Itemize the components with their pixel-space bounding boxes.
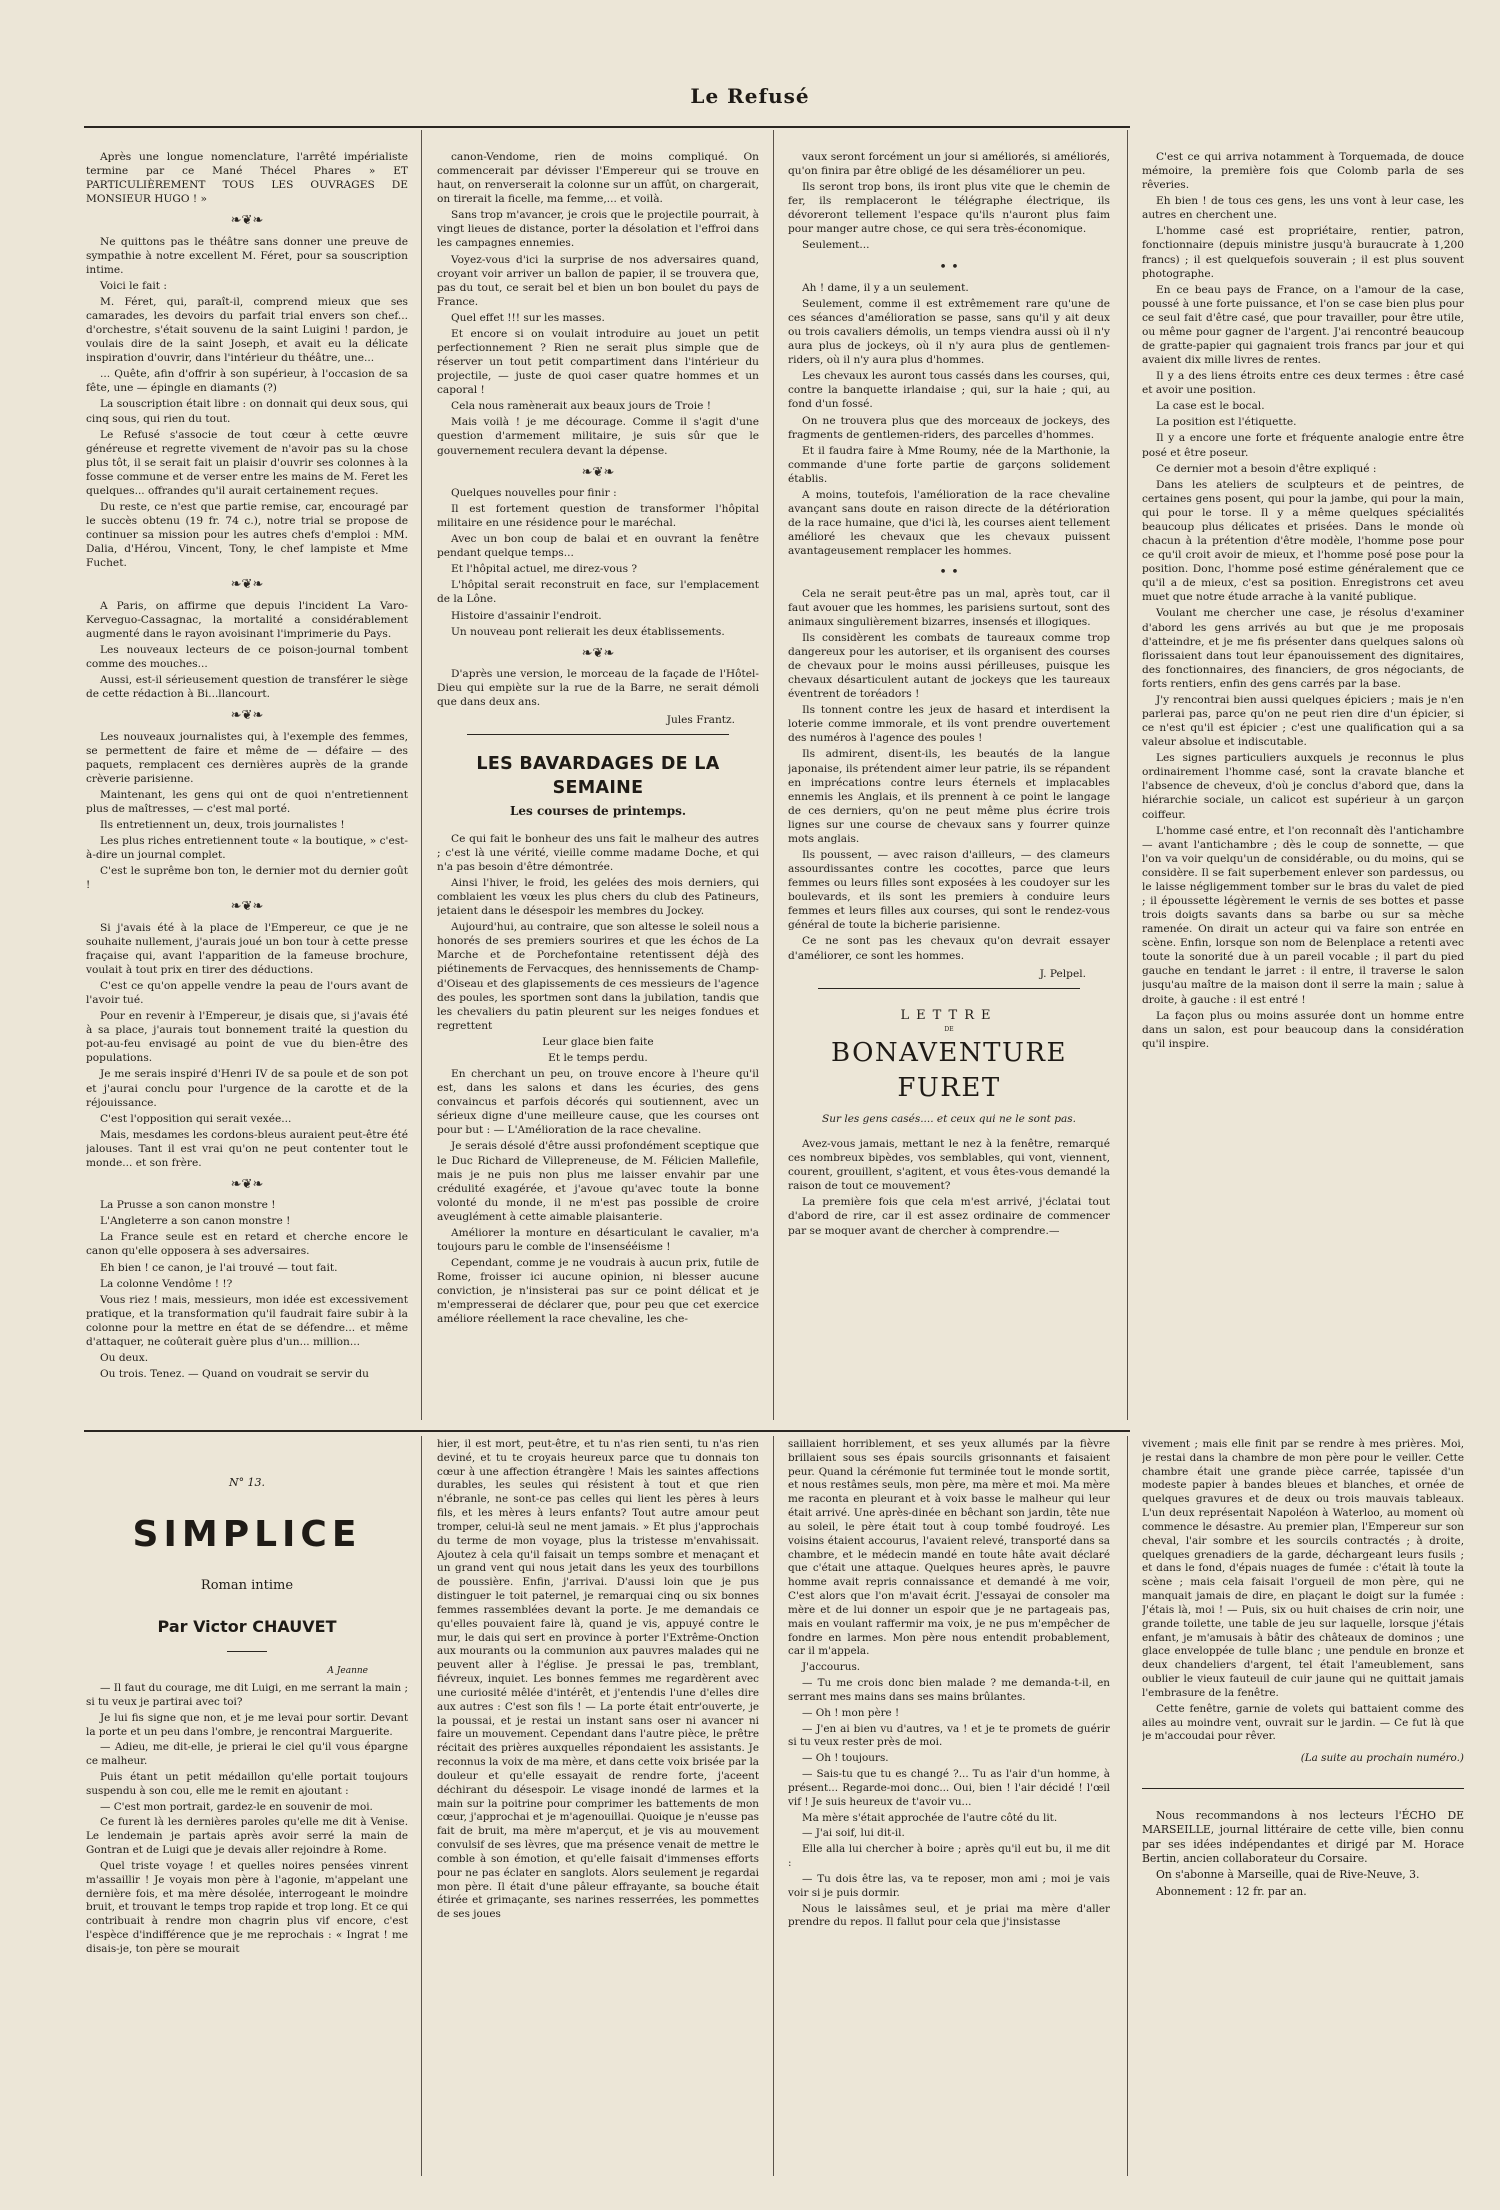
paragraph: La souscription était libre : on donnait qui deux sous, qui cinq sous, qui rien du tout. — [86, 398, 408, 425]
paragraph: Abonnement : 12 fr. par an. — [1156, 1884, 1307, 1898]
paragraph: Quel triste voyage ! et quelles noires pensées vinrent m'assaillir ! Je voyais mon père à l'agonie, m'appelant une dernière fois, et ma mère désolée, interrogeant le moindre bruit, et trouvant le temps trop rapide et trop long. Et ce qui contribuait à rendre mon chagrin plus vif encore, c'est l'espèce d'indifférence que je me reprochais : « Ingrat ! me disais-je, ton père se mourait — [86, 1859, 408, 1955]
letter-title: BONAVENTURE FURET — [831, 1037, 1067, 1103]
feuilleton-column-3 — [788, 1438, 1110, 2178]
paragraph: — C'est mon portrait, gardez-le en souvenir de moi. — [100, 1800, 373, 1813]
paragraph: J'y rencontrai bien aussi quelques épiciers ; mais je n'en parlerai pas, parce qu'on ne peut rien dire d'un épicier, si ce n'est qu'il est épicier ; c'est une qualification qui a sa valeur absolue et indiscutable. — [1142, 693, 1464, 749]
paragraph: Puis étant un petit médaillon qu'elle portait toujours suspendu à son cou, elle me le remit en ajoutant : — [86, 1770, 408, 1797]
section-subheading: Les courses de printemps. — [509, 803, 687, 818]
paragraph: — J'en ai bien vu d'autres, va ! et je te promets de guérir si tu veux rester près de moi. — [788, 1722, 1110, 1749]
paragraph: D'après une version, le morceau de la façade de l'Hôtel-Dieu qui empiète sur la rue de la Barre, ne serait démoli que dans deux ans. — [437, 667, 759, 709]
paragraph: Ne quittons pas le théâtre sans donner une preuve de sympathie à notre excellent M. Féret, pour sa souscription intime. — [86, 235, 408, 276]
paragraph: L'homme casé entre, et l'on reconnaît dès l'antichambre — avant l'antichambre ; dès le coup de sonnette, — que l'on va voir quelqu'un de considérable, ou du moins, qui se considère. Il se fait superbement enlever son pardessus, ou le laisse négligemment tomber sur le bras du valet de pied ; il époussette légèrement le vernis de ses bottes et passe trois doigts savants dans sa barbe ou sur sa mèche ramenée. On dirait un acteur qui va faire son entrée en scène. Enfin, lorsque son nom de Belenplace a retenti avec toute la sonorité due à un pareil vocable ; il part du pied gauche en tendant le jarret : il entre, il traverse le salon jusqu'au maître de la maison dont il serre la main ; salue à droite, à gauche : il est entré ! — [1142, 824, 1464, 1006]
paragraph: Cela nous ramènerait aux beaux jours de Troie ! — [451, 400, 712, 413]
paragraph: Le Refusé s'associe de tout cœur à cette œuvre généreuse et regrette vivement de n'avoir pas su la chose plus tôt, il se serait fait un plaisir d'ouvrir ses colonnes à la fosse commune et de verser entre les mains de M. Feret les quelques... offrandes qu'il aurait certainement reçues. — [86, 428, 408, 497]
paragraph: Ils poussent, — avec raison d'ailleurs, — des clameurs assourdissantes contre les cocottes, parce que leurs femmes ou leurs filles sont exposées à les coudoyer sur les boulevards, et ils sont les premiers à conduire leurs femmes et leurs filles aux courses, qui sont le rendez-vous général de toute la bicherie parisienne. — [788, 849, 1110, 932]
paragraph: Après une longue nomenclature, l'arrêté impérialiste termine par ce Mané Thécel Phares » ET PARTICULIÈREMENT TOUS LES OUVRAGES DE MONSIEUR HUGO ! » — [86, 151, 408, 206]
dedication: A Jeanne — [327, 1666, 368, 1677]
paragraph: Seulement... — [802, 239, 870, 252]
paragraph: Un nouveau pont relierait les deux établissements. — [451, 625, 725, 638]
paragraph: Ce furent là les dernières paroles qu'elle me dit à Venise. Le lendemain je partais après avoir serré la main de Gontran et de Luigi que je devais aller rejoindre à Rome. — [86, 1816, 408, 1857]
paragraph: On s'abonne à Marseille, quai de Rive-Neuve, 3. — [1156, 1868, 1420, 1882]
continuation-note: (La suite au prochain numéro.) — [1300, 1752, 1464, 1765]
paragraph: Maintenant, les gens qui ont de quoi n'entretiennent plus de maîtresses, — c'est mal porté. — [86, 788, 408, 815]
ornament-icon: ❧❦❧ — [230, 708, 264, 724]
section-rule — [818, 988, 1080, 989]
paragraph: Ou deux. — [100, 1352, 149, 1365]
letter-heading: LETTRE — [900, 1007, 998, 1023]
paragraph: — Oh ! toujours. — [802, 1752, 889, 1765]
paragraph: Eh bien ! ce canon, je l'ai trouvé — tout fait. — [100, 1261, 338, 1274]
paragraph: Ils admirent, disent-ils, les beautés de la langue japonaise, ils prétendent aimer leur patrie, ils se répandent en imprécations contre leurs éternels et implacables ennemis les Anglais, et ils prennent à ce point le langage de ces derniers, qu'on ne peut même plus écrire trois lignes sur une course de chevaux sans y fourrer quinze mots anglais. — [788, 748, 1110, 845]
paragraph: Et encore si on voulait introduire au jouet un petit perfectionnement ? Rien ne serait plus simple que de réserver un tout petit compartiment dans l'intérieur du projectile, — juste de quoi caser quatre hommes et un caporal ! — [437, 327, 759, 397]
paragraph: Nous recommandons à nos lecteurs l'ÉCHO DE MARSEILLE, journal littéraire de cette ville, bien connu par ses idées indépendantes et dirigé par M. Horace Bertin, ancien collaborateur du Corsaire. — [1142, 1809, 1464, 1866]
feuilleton-rule — [84, 1430, 1130, 1432]
paragraph: Mais, mesdames les cordons-bleus auraient peut-être été jalouses. Tant il est vrai qu'on ne peut contenter tout le monde... et son frère. — [86, 1128, 408, 1169]
paragraph: Avez-vous jamais, mettant le nez à la fenêtre, remarqué ces nombreux bipèdes, vos semblables, qui vont, viennent, courent, grouillent, s'agitent, et vous êtes-vous demandé la raison de tout ce mouvement? — [788, 1138, 1110, 1193]
verse-line: Leur glace bien faite — [542, 1035, 654, 1048]
paragraph: Histoire d'assainir l'endroit. — [451, 609, 602, 622]
ornament-icon: • • — [939, 565, 959, 581]
paragraph: Je serais désolé d'être aussi profondément sceptique que le Duc Richard de Villepreneuse, de M. Félicien Mallefile, mais je ne puis non plus me laisser envahir par une crédulité exagérée, et j'avoue qu'avec toute la bonne volonté du monde, il ne m'est pas possible de croire aveuglément à cette aimable plaisanterie. — [437, 1140, 759, 1223]
paragraph: Voulant me chercher une case, je résolus d'examiner d'abord les gens arrivés au but que je me proposais d'atteindre, et je me fis présenter dans quelques salons où florissaient dans tout leur épanouissement des dignitaires, des fonctionnaires, des financiers, de gros négociants, de forts rentiers, enfin des gens carrés par la base. — [1142, 607, 1464, 690]
paragraph: hier, il est mort, peut-être, et tu n'as rien senti, tu n'as rien deviné, et tu te croyais heureux parce que tu donnais ton cœur à une affection étrangère ! Mais les saintes affections durables, les seules qui résistent à tout et que rien n'ébranle, ne sont-ce pas celles qui lient les pères à leurs fils, et les mères à leurs enfants? Tout autre amour peut tromper, celui-là seul ne ment jamais. » Et plus j'approchais du terme de mon voyage, plus la tristesse m'envahissait. Ajoutez à cela qu'il faisait un temps sombre et menaçant et un grand vent qui nous jetait dans les yeux des tourbillons de poussière. Enfin, j'arrivai. D'aussi loin que je pus distinguer le toit paternel, je remarquai cinq ou six bonnes femmes rassemblées devant la porte. Je me demandais ce qu'elles pouvaient faire là, quand je vis, appuyé contre le mur, le dais qui sert en province à porter l'Extrême-Onction aux mourants ou la communion aux pauvres malades qui ne peuvent aller à l'église. Je pressai le pas, tremblant, fiévreux, inquiet. Les bonnes femmes me regardèrent avec une curiosité mêlée d'intérêt, et j'entendis l'une d'elles dire aux autres : C'est son fils ! — La porte était entr'ouverte, je la poussai, et je restai un instant sans oser ni avancer ni faire un mouvement. Cependant dans l'autre pièce, le prêtre récitait des prières auxquelles répondaient les assistants. Je reconnus la voix de ma mère, et dans cette voix brisée par la douleur et qu'elle essayait de rendre forte, j'aceent déchirant du désespoir. Le visage inondé de larmes et la main sur la poitrine pour comprimer les battements de mon cœur, j'approchai et je m'agenouillai. Quoique je n'eusse pas fait de bruit, ma mère m'aperçut, et je vis au mouvement convulsif de ses lèvres, que ma présence venait de mettre le comble à son émotion, et qu'elle faisait d'immenses efforts pour ne pas éclater en sanglots. Alors seulement je regardai mon père. Il était d'une pâleur effrayante, sa bouche était étirée et grimaçante, ses narines resserrées, les pommettes de ses joues — [437, 1438, 759, 1921]
paragraph: Il est fortement question de transformer l'hôpital militaire en une résidence pour le maréchal. — [437, 503, 759, 530]
paragraph: La France seule est en retard et cherche encore le canon qu'elle opposera à ses adversaires. — [86, 1231, 408, 1258]
paragraph: L'hôpital serait reconstruit en face, sur l'emplacement de la Lône. — [437, 579, 759, 606]
paragraph: Du reste, ce n'est que partie remise, car, encouragé par le succès obtenu (19 fr. 74 c.), notre trial se propose de continuer sa mission pour les autres chefs d'emploi : MM. Dalia, d'Hérou, Vincent, Tony, le chef lampiste et Mme Fuchet. — [86, 501, 408, 570]
feuilleton-column-1 — [86, 1438, 408, 2178]
paragraph: Dans les ateliers de sculpteurs et de peintres, de certaines gens posent, qui pour la jambe, qui pour la main, qui pour le torse. Il y a même quelques spécialités beaucoup plus délicates et prisées. Dans le monde où chacun à la prétention d'être modèle, l'homme pose pour ce qu'il croit avoir de mieux, et l'homme posé pose pour la position. Donc, l'homme posé estime généralement que ce qu'il a de mieux, c'est sa position. Enregistrons cet aveu muet que notre étude arrache à la vanité publique. — [1142, 478, 1464, 604]
paragraph: Ce qui fait le bonheur des uns fait le malheur des autres ; c'est là une vérité, vieille comme madame Doche, et qui n'a pas besoin d'être démontrée. — [437, 832, 759, 873]
paragraph: La colonne Vendôme ! !? — [100, 1277, 233, 1290]
paragraph: Si j'avais été à la place de l'Empereur, ce que je ne souhaite nullement, j'aurais joué un bon tour à cette presse fraçaise qui, avant l'apparition de la fameuse brochure, voulait à tout prix en tirer des déductions. — [86, 921, 408, 976]
paragraph: Cela ne serait peut-être pas un mal, après tout, car il faut avouer que les hommes, les parisiens surtout, sont des animaux singulièrement bizarres, insensés et illogiques. — [788, 587, 1110, 628]
paragraph: vivement ; mais elle finit par se rendre à mes prières. Moi, je restai dans la chambre de mon père pour le veiller. Cette chambre était une grande pièce carrée, tapissée d'un modeste papier à bandes bleues et blanches, et ornée de quelques gravures et de deux ou trois mauvais tableaux. L'un deux représentait Napoléon à Waterloo, au moment où commence le désastre. Au premier plan, l'Empereur sur son cheval, l'air sombre et les sourcils contractés ; à droite, quelques grenadiers de la garde, déchargeant leurs fusils ; et dans le fond, d'épais nuages de fumée : c'était là toute la scène ; mais cela faisait l'orgueil de mon père, qui ne manquait jamais de dire, en plaçant le doigt sur la fumée : J'étais là, moi ! — Puis, six ou huit chaises de crin noir, une grande toilette, une table de jeu sur laquelle, lorsque j'étais enfant, je m'amusais à bâtir des châteaux de dominos ; une glace enveloppée de tulle blanc ; une pendule en bronze et deux chandeliers d'argent, tel était l'ameublement, sans oublier le vieux fauteuil de cuir jaune qui ne quittait jamais l'embrasure de la fenêtre. — [1142, 1438, 1464, 1699]
paragraph: Seulement, comme il est extrêmement rare qu'une de ces séances d'amélioration se passe, sans qu'il y ait deux ou trois cavaliers démolis, un temps viendra aussi où il n'y aura plus de jockeys, où il n'y aura plus de gentlemen-riders, où il n'y aura plus d'hommes. — [788, 297, 1110, 367]
paragraph: vaux seront forcément un jour si améliorés, si améliorés, qu'on finira par être obligé de les désaméliorer un peu. — [788, 151, 1110, 178]
notice-box — [1142, 1809, 1464, 1899]
paragraph: canon-Vendome, rien de moins compliqué. On commencerait par dévisser l'Empereur qui se trouve en haut, on renverserait la colonne sur un affût, on chargerait, on tirerait la ficelle, ma femme,... et voilà. — [437, 151, 759, 206]
ornament-icon: ❧❦❧ — [230, 577, 264, 593]
novel-author: Par Victor CHAUVET — [157, 1616, 337, 1636]
paragraph: La case est le bocal. — [1156, 400, 1265, 413]
paragraph: Et il faudra faire à Mme Roumy, née de la Marthonie, la commande d'une forte partie de garçons solidement établis. — [788, 444, 1110, 485]
column-divider — [1127, 130, 1128, 1420]
paragraph: Les chevaux les auront tous cassés dans les courses, qui, contre la banquette irlandaise ; qui, sur la haie ; qui, au fond d'un fossé. — [788, 370, 1110, 411]
paragraph: En cherchant un peu, on trouve encore à l'heure qu'il est, dans les salons et dans les écuries, des gens convaincus et parfois décorés qui soutiennent, avec un sérieux digne d'une meilleure cause, que les courses ont pour but : — L'Amélioration de la race chevaline. — [437, 1068, 759, 1137]
section-heading: LES BAVARDAGES DE LA SEMAINE — [476, 754, 720, 798]
paragraph: Pour en revenir à l'Empereur, je disais que, si j'avais été à sa place, j'aurais tout bonnement traité la question du pot-au-feu envisagé au point de vue du bien-être des populations. — [86, 1010, 408, 1065]
paragraph: Ils tonnent contre les jeux de hasard et interdisent la loterie comme immorale, et ils vont prendre ouvertement des numéros à l'agence des poules ! — [788, 704, 1110, 745]
ornament-icon: ❧❦❧ — [581, 645, 615, 661]
novel-title: SIMPLICE — [132, 1513, 362, 1555]
paragraph: Elle alla lui chercher à boire ; après qu'il eut bu, il me dit : — [788, 1843, 1110, 1870]
paragraph: — Adieu, me dit-elle, je prierai le ciel qu'il vous épargne ce malheur. — [86, 1741, 408, 1768]
paragraph: Cette fenêtre, garnie de volets qui battaient comme des ailes au moindre vent, ouvrait sur le jardin. — Ce fut là que je m'accoudai pour rêver. — [1142, 1702, 1464, 1743]
paragraph: Les signes particuliers auxquels je reconnus le plus ordinairement l'homme casé, sont la cravate blanche et l'absence de cheveux, d'où je conclus d'abord que, dans la hiérarchie sociale, un calicot est supérieur à un garçon coiffeur. — [1142, 752, 1464, 821]
paragraph: C'est l'opposition qui serait vexée... — [100, 1112, 292, 1125]
ornament-icon: ❧❦❧ — [230, 899, 264, 915]
paragraph: Et l'hôpital actuel, me direz-vous ? — [451, 563, 638, 576]
novel-subtitle: Roman intime — [200, 1577, 294, 1593]
paragraph: En ce beau pays de France, on a l'amour de la case, poussé à une forte puissance, et l'on se case bien plus pour ce seul fait d'être casé, que pour travailler, pour être utile, ou même pour gagner de l'argent. J'ai rencontré beaucoup de gratte-papier qui gagnaient trois francs par jour et qui avaient dix mille livres de rentes. — [1142, 283, 1464, 367]
issue-number: N° 13. — [228, 1476, 266, 1489]
paragraph: C'est ce qu'on appelle vendre la peau de l'ours avant de l'avoir tué. — [86, 979, 408, 1007]
paragraph: — Tu me crois donc bien malade ? me demanda-t-il, en serrant mes mains dans ses mains brûlantes. — [788, 1677, 1110, 1703]
paragraph: ... Quête, afin d'offrir à son supérieur, à l'occasion de sa fête, une — épingle en diamants (?) — [86, 368, 408, 395]
column-4 — [1142, 150, 1464, 1412]
paragraph: L'homme casé est propriétaire, rentier, patron, fonctionnaire (depuis ministre jusqu'à buraucrate à 1,200 francs) ; il est quelquefois souverain ; il est plus souvent photographe. — [1142, 225, 1464, 280]
column-divider — [773, 130, 774, 1420]
paragraph: Ce dernier mot a besoin d'être expliqué : — [1156, 462, 1377, 475]
paragraph: saillaient horriblement, et ses yeux allumés par la fièvre brillaient sous ses épais sourcils grisonnants et faisaient peur. Quand la cérémonie fut terminée tout le monde sortit, et nous restâmes seuls, mon père, ma mère et moi. Ma mère me raconta en pleurant et à voix basse le malheur qui leur était arrivé. Une après-dinée en bêchant son jardin, tête nue au soleil, le père était tout à coup tombé foudroyé. Les voisins étaient accourus, l'avaient relevé, transporté dans sa chambre, et le médecin mandé en toute hâte avait déclaré que c'était une attaque. Quelques heures après, le pauvre homme avait repris connaissance et demandé à me voir, C'est alors que l'on m'avait écrit. J'essayai de consoler ma mère et de lui donner un espoir que je ne partageais pas, mais en voulant raffermir ma voix, je ne pus m'empêcher de fondre en larmes. Mon père nous entendit probablement, car il m'appela. — [788, 1438, 1110, 1658]
paragraph: Ils considèrent les combats de taureaux comme trop dangereux pour les autoriser, et ils organisent des courses de chevaux pour le moins aussi périlleuses, puisque les chevaux désarticulent autant de jockeys que les taureaux éventrent de toréadors ! — [788, 631, 1110, 701]
paragraph: Il y a encore une forte et fréquente analogie entre être posé et être poseur. — [1142, 432, 1464, 459]
paragraph: Nous le laissâmes seul, et je priai ma mère d'aller prendre du repos. Il fallut pour cela que j'insistasse — [788, 1902, 1110, 1929]
paragraph: Il y a des liens étroits entre ces deux termes : être casé et avoir une position. — [1142, 370, 1464, 397]
paragraph: La position est l'étiquette. — [1156, 416, 1297, 429]
paragraph: La façon plus ou moins assurée dont un homme entre dans un salon, est pour beaucoup dans la considération qu'il inspire. — [1142, 1009, 1464, 1050]
paragraph: Ce ne sont pas les chevaux qu'on devrait essayer d'améliorer, ce sont les hommes. — [788, 935, 1110, 962]
paragraph: — J'ai soif, lui dit-il. — [802, 1827, 905, 1840]
column-divider — [773, 1436, 774, 2176]
paragraph: Je lui fis signe que non, et je me levai pour sortir. Devant la porte et un peu dans l'ombre, je rencontrai Marguerite. — [86, 1711, 408, 1738]
paragraph: La première fois que cela m'est arrivé, j'éclatai tout d'abord de rire, car il est assez ordinaire de commencer par se moquer avant de chercher à comprendre.— — [788, 1196, 1110, 1237]
paragraph: Avec un bon coup de balai et en ouvrant la fenêtre pendant quelque temps... — [437, 533, 759, 560]
ornament-icon: ❧❦❧ — [581, 464, 615, 480]
paragraph: Aussi, est-il sérieusement question de transférer le siège de cette rédaction à Bi...llancourt. — [86, 674, 408, 701]
paragraph: Ils entretiennent un, deux, trois journalistes ! — [100, 818, 345, 831]
column-divider — [421, 1436, 422, 2176]
paragraph: Sans trop m'avancer, je crois que le projectile pourrait, à vingt lieues de distance, porter la désolation et l'effroi dans les campagnes ennemies. — [437, 209, 759, 250]
paragraph: C'est ce qui arriva notamment à Torquemada, de douce mémoire, la première fois que Colomb parla de ses rêveries. — [1142, 151, 1464, 192]
masthead-title: Le Refusé — [690, 84, 810, 108]
paragraph: A Paris, on affirme que depuis l'incident La Varo-Kerveguo-Cassagnac, la mortalité a considérablement augmenté dans le rayon avoisinant l'imprimerie du Pays. — [86, 599, 408, 640]
paragraph: J'accourus. — [802, 1661, 861, 1674]
paragraph: Les plus riches entretiennent toute « la boutique, » c'est-à-dire un journal complet. — [86, 835, 408, 862]
signature: Jules Frantz. — [666, 714, 735, 727]
paragraph: Ou trois. Tenez. — Quand on voudrait se servir du — [100, 1368, 369, 1381]
small-rule — [227, 1651, 267, 1652]
paragraph: Ils seront trop bons, ils iront plus vite que le chemin de fer, ils remplaceront le télégraphe électrique, ils dévoreront tellement l'espace qu'ils n'auront plus faim pour manger autre chose, ce qui sera très-économique. — [788, 181, 1110, 236]
paragraph: Ainsi l'hiver, le froid, les gelées des mois derniers, qui comblaient les vœux les plus chers du club des Patineurs, jetaient dans le désespoir les membres du Jockey. — [437, 877, 759, 918]
paragraph: Les nouveaux journalistes qui, à l'exemple des femmes, se permettent de faire et même de — défaire — des paquets, remplacent ces dernières auprès de la grande crèverie parisienne. — [86, 730, 408, 785]
paragraph: Voyez-vous d'ici la surprise de nos adversaires quand, croyant voir arriver un ballon de papier, il se trouvera que, pas du tout, ce serait bel et bien un bon boulet du pays de France. — [437, 253, 759, 308]
paragraph: — Il faut du courage, me dit Luigi, en me serrant la main ; si tu veux je partirai avec toi? — [86, 1682, 408, 1708]
paragraph: La Prusse a son canon monstre ! — [100, 1199, 276, 1212]
section-rule — [467, 734, 729, 735]
column-divider — [1127, 1436, 1128, 2176]
paragraph: Cependant, comme je ne voudrais à aucun prix, futile de Rome, froisser ici aucune opinion, ni blesser aucune conviction, je n'insisterai pas sur ce point délicat et je m'empresserai de déclarer que, pour peu que cet exercice améliore réellement la race chevaline, les che- — [437, 1257, 759, 1326]
paragraph: Améliorer la monture en désarticulant le cavalier, m'a toujours paru le comble de l'insensééisme ! — [437, 1226, 759, 1253]
column-2 — [437, 150, 759, 1412]
feuilleton-column-2 — [437, 1438, 759, 2178]
paragraph: — Oh ! mon père ! — [802, 1706, 900, 1719]
ornament-icon: • • — [939, 259, 959, 275]
paragraph: — Sais-tu que tu es changé ?... Tu as l'air d'un homme, à présent... Regarde-moi donc... Oui, bien ! l'air décidé ! l'œil vif ! Je suis heureux de t'avoir vu... — [788, 1768, 1110, 1808]
paragraph: Vous riez ! mais, messieurs, mon idée est excessivement pratique, et la transformation qu'il faudrait faire subir à la colonne pour la mettre en état de se défendre... et même d'attaquer, ne coûterait guère plus d'un... million... — [86, 1293, 408, 1348]
paragraph: A moins, toutefois, l'amélioration de la race chevaline avançant sans doute en raison directe de la détérioration de la race humaine, que d'ici là, les courses aient tellement amélioré les chevaux que les chevaux puissent avantageusement remplacer les hommes. — [788, 488, 1110, 558]
column-1 — [86, 150, 408, 1412]
paragraph: Les nouveaux lecteurs de ce poison-journal tombent comme des mouches... — [86, 643, 408, 670]
paragraph: M. Féret, qui, paraît-il, comprend mieux que ses camarades, les devoirs du parfait trial envers son chef... d'orchestre, s'était souvenu de la saint Luigini ! pardon, je voulais dire de la saint Joseph, et avait eu la délicate inspiration d'ouvrir, dans l'intérieur du théâtre, une... — [86, 295, 408, 365]
letter-subtitle: Sur les gens casés.... et ceux qui ne le sont pas. — [822, 1113, 1076, 1126]
feuilleton-column-4 — [1142, 1438, 1464, 2178]
paragraph: L'Angleterre a son canon monstre ! — [100, 1215, 291, 1228]
paragraph: Quel effet !!! sur les masses. — [451, 311, 605, 324]
column-divider — [421, 130, 422, 1420]
paragraph: Ma mère s'était approchée de l'autre côté du lit. — [802, 1811, 1058, 1824]
ornament-icon: ❧❦❧ — [230, 1176, 264, 1192]
signature: J. Pelpel. — [1039, 967, 1086, 980]
paragraph: Quelques nouvelles pour finir : — [451, 486, 617, 499]
paragraph: On ne trouvera plus que des morceaux de jockeys, des fragments de gentlemen-riders, des parcelles d'hommes. — [788, 414, 1110, 441]
paragraph: C'est le suprême bon ton, le dernier mot du dernier goût ! — [86, 865, 408, 892]
paragraph: — Tu dois être las, va te reposer, mon ami ; moi je vais voir si je puis dormir. — [788, 1872, 1110, 1899]
paragraph: Ah ! dame, il y a un seulement. — [802, 281, 969, 294]
paragraph: Voici le fait : — [100, 279, 167, 292]
section-rule — [1142, 1788, 1464, 1789]
letter-heading-de: DE — [944, 1025, 954, 1033]
header-rule — [84, 126, 1130, 128]
verse-line: Et le temps perdu. — [548, 1051, 648, 1064]
paragraph: Eh bien ! de tous ces gens, les uns vont à leur case, les autres en cherchent une. — [1142, 195, 1464, 222]
paragraph: Aujourd'hui, au contraire, que son altesse le soleil nous a honorés de ses premiers sourires et que les échos de La Marche et de Porchefontaine retentissent déjà des piétinements de Fervacques, des hennissements de Champ-d'Oiseau et des glapissements de ces messieurs de l'agence des poules, les sportmen sont dans la jubilation, tandis que les chevaliers du patin pleurent sur les neiges fondues et regrettent — [437, 921, 759, 1032]
paragraph: Je me serais inspiré d'Henri IV de sa poule et de son pot et j'aurai conclu pour l'urgence de la carotte et de la réjouissance. — [86, 1068, 408, 1109]
column-3 — [788, 150, 1110, 1412]
paragraph: Mais voilà ! je me décourage. Comme il s'agit d'une question d'armement militaire, je suis sûr que le gouvernement reculera devant la dépense. — [437, 416, 759, 457]
ornament-icon: ❧❦❧ — [230, 213, 264, 229]
